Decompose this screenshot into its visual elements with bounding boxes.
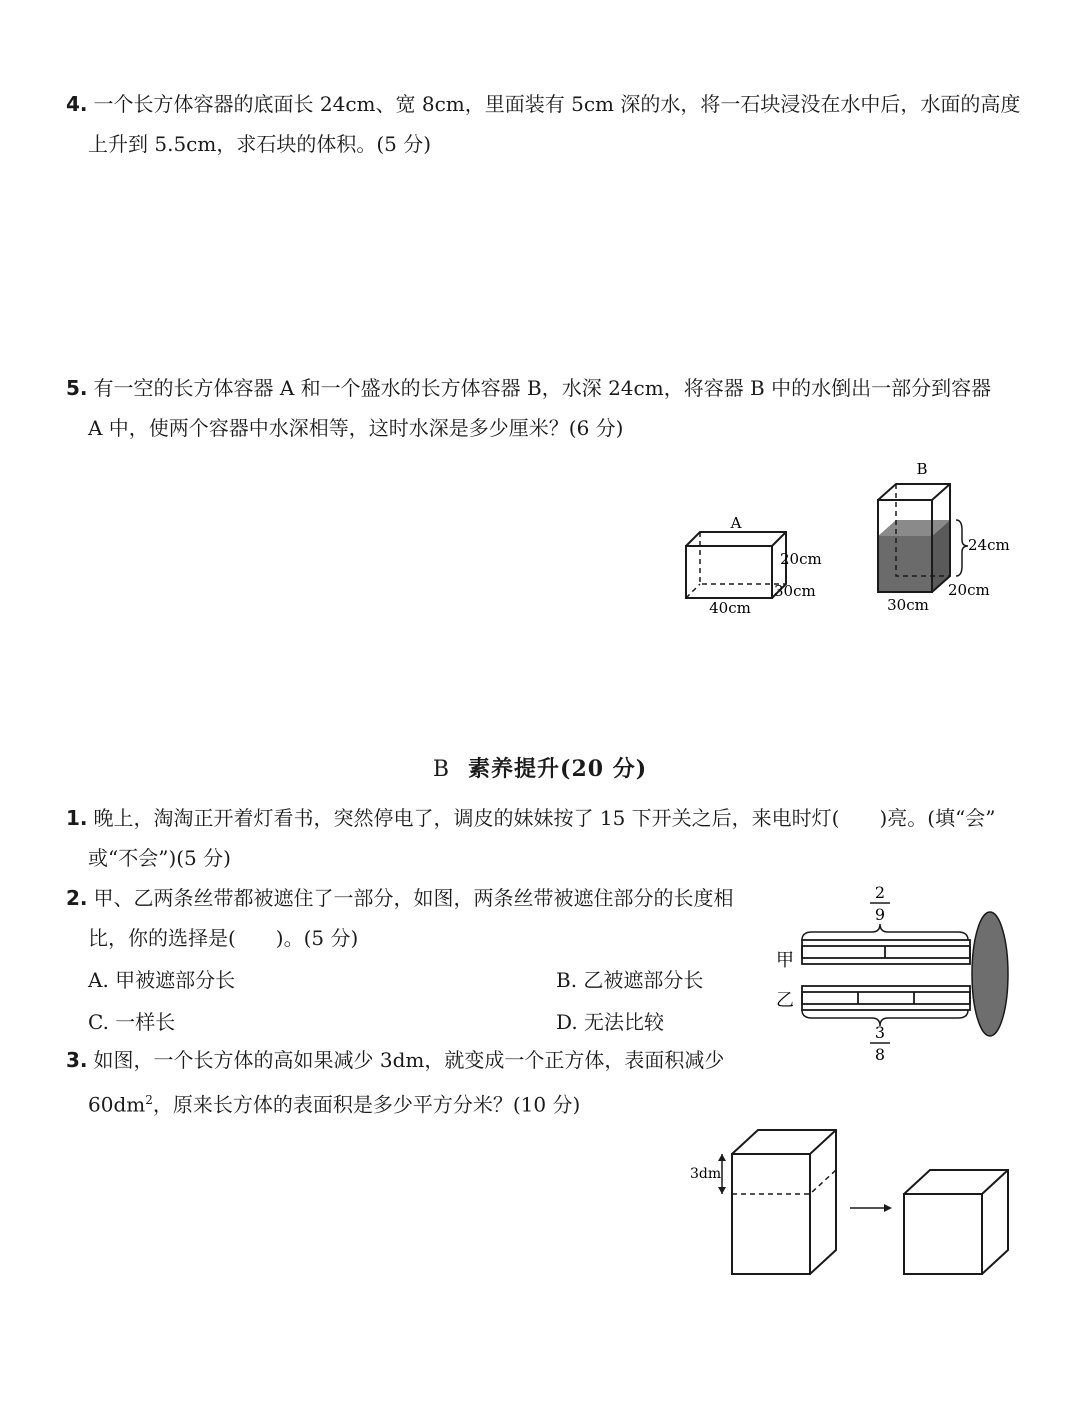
question-number: 4. [66,92,88,116]
question-2-line-1 [66,878,734,918]
question-3-line-1 [66,1040,724,1080]
container-a-length: 40cm [709,599,751,617]
container-a-hidden-edge [686,584,700,598]
container-a-depth: 30cm [774,582,816,600]
question-2-line-2: 比，你的选择是( )。(5 分) [88,926,359,950]
section-name: 素养提升(20 分) [468,756,648,782]
question-text: 甲、乙两条丝带都被遮住了一部分，如图，两条丝带被遮住部分的长度相 [93,886,734,910]
cuboid [732,1130,836,1274]
container-a-hidden-edges [700,532,786,584]
cube-front [904,1194,982,1274]
height-arrow-down [718,1187,726,1194]
containers-figure [670,450,1050,630]
question-1-line-2: 或“不会”)(5 分) [88,846,231,870]
option-a[interactable]: A. 甲被遮部分长 [88,968,236,992]
cuboid-top-side [732,1130,836,1274]
question-number: 1. [66,806,88,830]
ribbons-figure [768,882,1018,1067]
container-a-edge [772,532,786,546]
container-a-front [686,546,772,598]
height-arrow-up [718,1154,726,1161]
question-1-line-1 [66,798,996,838]
fraction-top-denominator: 9 [874,905,886,924]
question-number: 2. [66,886,88,910]
question-text: ，原来长方体的表面积是多少平方分米？(10 分) [152,1092,581,1117]
container-b-edge [932,484,950,500]
ribbon-yi-outer [802,986,970,1010]
option-d[interactable]: D. 无法比较 [556,1010,665,1034]
container-b-length: 30cm [887,596,929,614]
ribbon-jia-label: 甲 [776,950,794,971]
question-text: 有一空的长方体容器 A 和一个盛水的长方体容器 B，水深 24cm，将容器 B 中的水倒出一部分到容器 [93,376,992,400]
container-b-water-brace [956,520,968,576]
ribbon-yi [802,986,970,1010]
height-label: 3dm [690,1166,722,1182]
question-5-line-2: A 中，使两个容器中水深相等，这时水深是多少厘米？(6 分) [88,416,624,440]
ribbon-jia-inner [802,946,970,958]
ribbon-yi-label: 乙 [776,990,794,1011]
cuboid-front [732,1154,810,1274]
section-b-question-1 [66,798,996,878]
section-b-question-2 [66,878,734,958]
ribbon-jia [802,940,970,964]
area-exponent: 2 [145,1093,153,1107]
fraction-bottom-denominator: 8 [874,1045,886,1064]
question-5-line-1 [66,368,991,408]
ribbon-yi-inner [802,992,970,1004]
container-b-depth: 20cm [948,581,990,599]
option-b[interactable]: B. 乙被遮部分长 [556,968,704,992]
container-a [686,532,786,598]
section-title [0,752,1080,783]
question-5 [66,368,991,448]
question-number: 3. [66,1048,88,1072]
question-3-line-2 [66,1080,724,1125]
question-4-line-2: 上升到 5.5cm，求石块的体积。(5 分) [88,132,432,156]
section-b-question-3 [66,1040,724,1125]
cuboid-to-cube-figure [686,1120,1036,1285]
question-number: 5. [66,376,88,400]
cuboid-cut-line [732,1170,836,1194]
question-text: 晚上，淘淘正开着灯看书，突然停电了，调皮的妹妹按了 15 下开关之后，来电时灯( )亮。(填“会” [93,806,996,830]
cuboid-edge [810,1130,836,1154]
fraction-top-numerator: 2 [874,883,886,902]
cover-ellipse [972,912,1008,1036]
question-4 [66,84,1020,164]
section-letter: B [432,757,451,782]
container-b [878,484,968,592]
area-value: 60dm [88,1092,146,1117]
question-text: 一个长方体容器的底面长 24cm、宽 8cm，里面装有 5cm 深的水，将一石块浸没在水中后，水面的高度 [93,92,1021,116]
container-a-height: 20cm [780,550,822,568]
container-b-label: B [916,460,928,478]
transform-arrowhead [884,1204,892,1212]
container-b-water-depth: 24cm [968,536,1010,554]
question-text: 如图，一个长方体的高如果减少 3dm，就变成一个正方体，表面积减少 [93,1048,725,1072]
cube-edge [982,1170,1008,1194]
fraction-bottom-numerator: 3 [874,1023,886,1042]
container-b-water-front [878,536,932,592]
container-a-label: A [730,514,742,532]
cube [904,1170,1008,1274]
question-4-line-1 [66,84,1020,124]
option-c[interactable]: C. 一样长 [88,1010,176,1034]
ribbon-jia-brace [802,924,968,940]
ribbon-jia-outer [802,940,970,964]
